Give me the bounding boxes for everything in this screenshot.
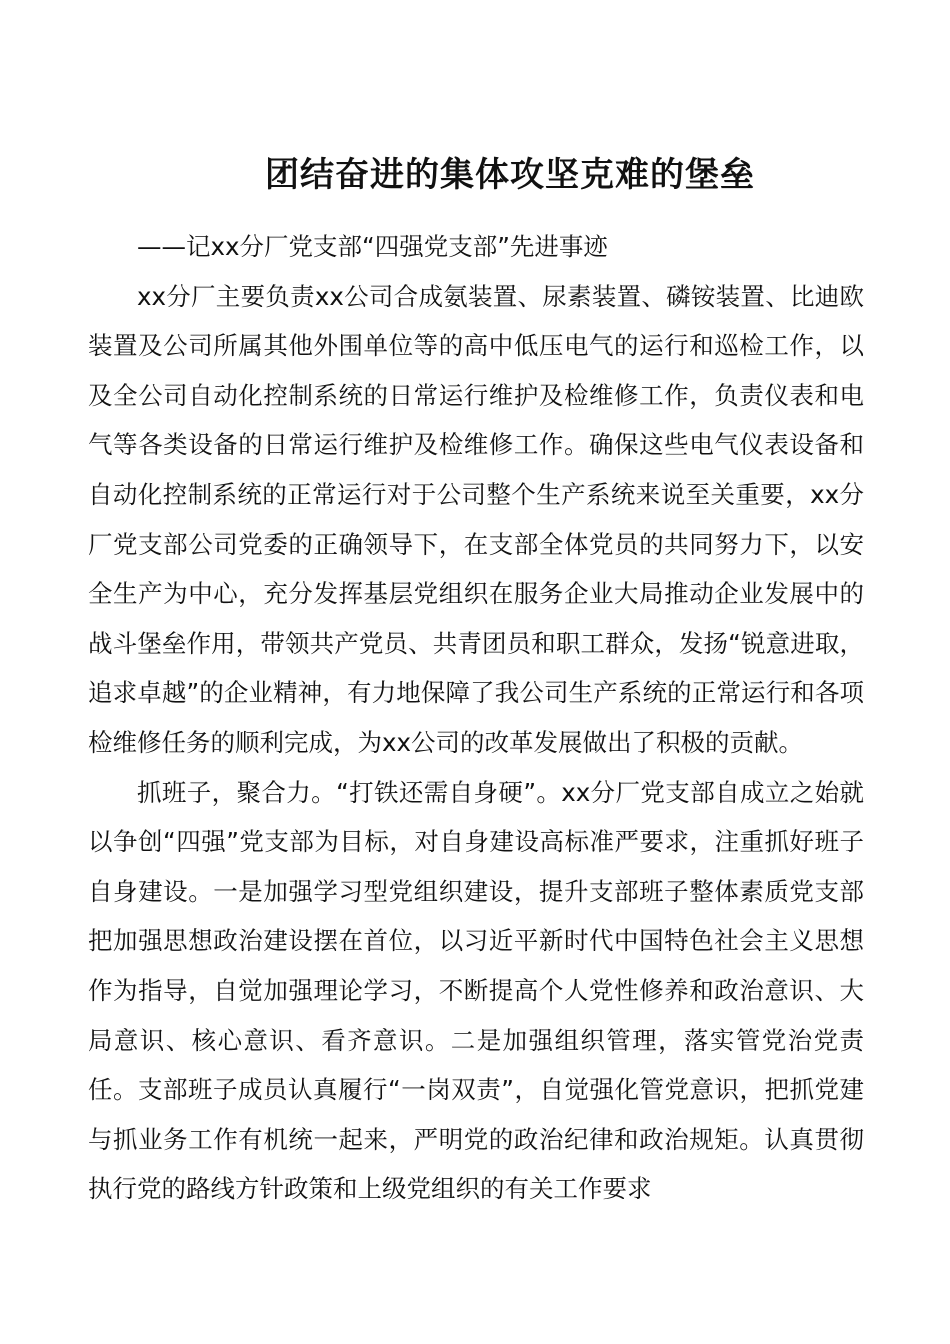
document-body: [88, 222, 864, 1214]
document-title: 团结奋进的集体攻坚克难的堡垒: [265, 155, 755, 195]
paragraph-1: xx分厂主要负责xx公司合成氨装置、尿素装置、磷铵装置、比迪欧装置及公司所属其他外围单位等的高中低压电气的运行和巡检工作，以及全公司自动化控制系统的日常运行维护及检维修工作，负责仪表和电气等各类设备的日常运行维护及检维修工作。确保这些电气仪表设备和自动化控制系统的正常运行对于公司整个生产系统来说至关重要，xx分厂党支部公司党委的正确领导下，在支部全体党员的共同努力下，以安全生产为中心，充分发挥基层党组织在服务企业大局推动企业发展中的战斗堡垒作用，带领共产党员、共青团员和职工群众，发扬“锐意进取，追求卓越”的企业精神，有力地保障了我公司生产系统的正常运行和各项检维修任务的顺利完成，为xx公司的改革发展做出了积极的贡献。: [88, 281, 864, 757]
document-subtitle: ——记xx分厂党支部“四强党支部”先进事迹: [137, 232, 608, 261]
paragraph-2: 抓班子，聚合力。“打铁还需自身硬”。xx分厂党支部自成立之始就以争创“四强”党支部为目标，对自身建设高标准严要求，注重抓好班子自身建设。一是加强学习型党组织建设，提升支部班子整体素质党支部把加强思想政治建设摆在首位，以习近平新时代中国特色社会主义思想作为指导，自觉加强理论学习，不断提高个人党性修养和政治意识、大局意识、核心意识、看齐意识。二是加强组织管理，落实管党治党责任。支部班子成员认真履行“一岗双责”，自觉强化管党意识，把抓党建与抓业务工作有机统一起来，严明党的政治纪律和政治规矩。认真贯彻执行党的路线方针政策和上级党组织的有关工作要求: [88, 777, 864, 1204]
